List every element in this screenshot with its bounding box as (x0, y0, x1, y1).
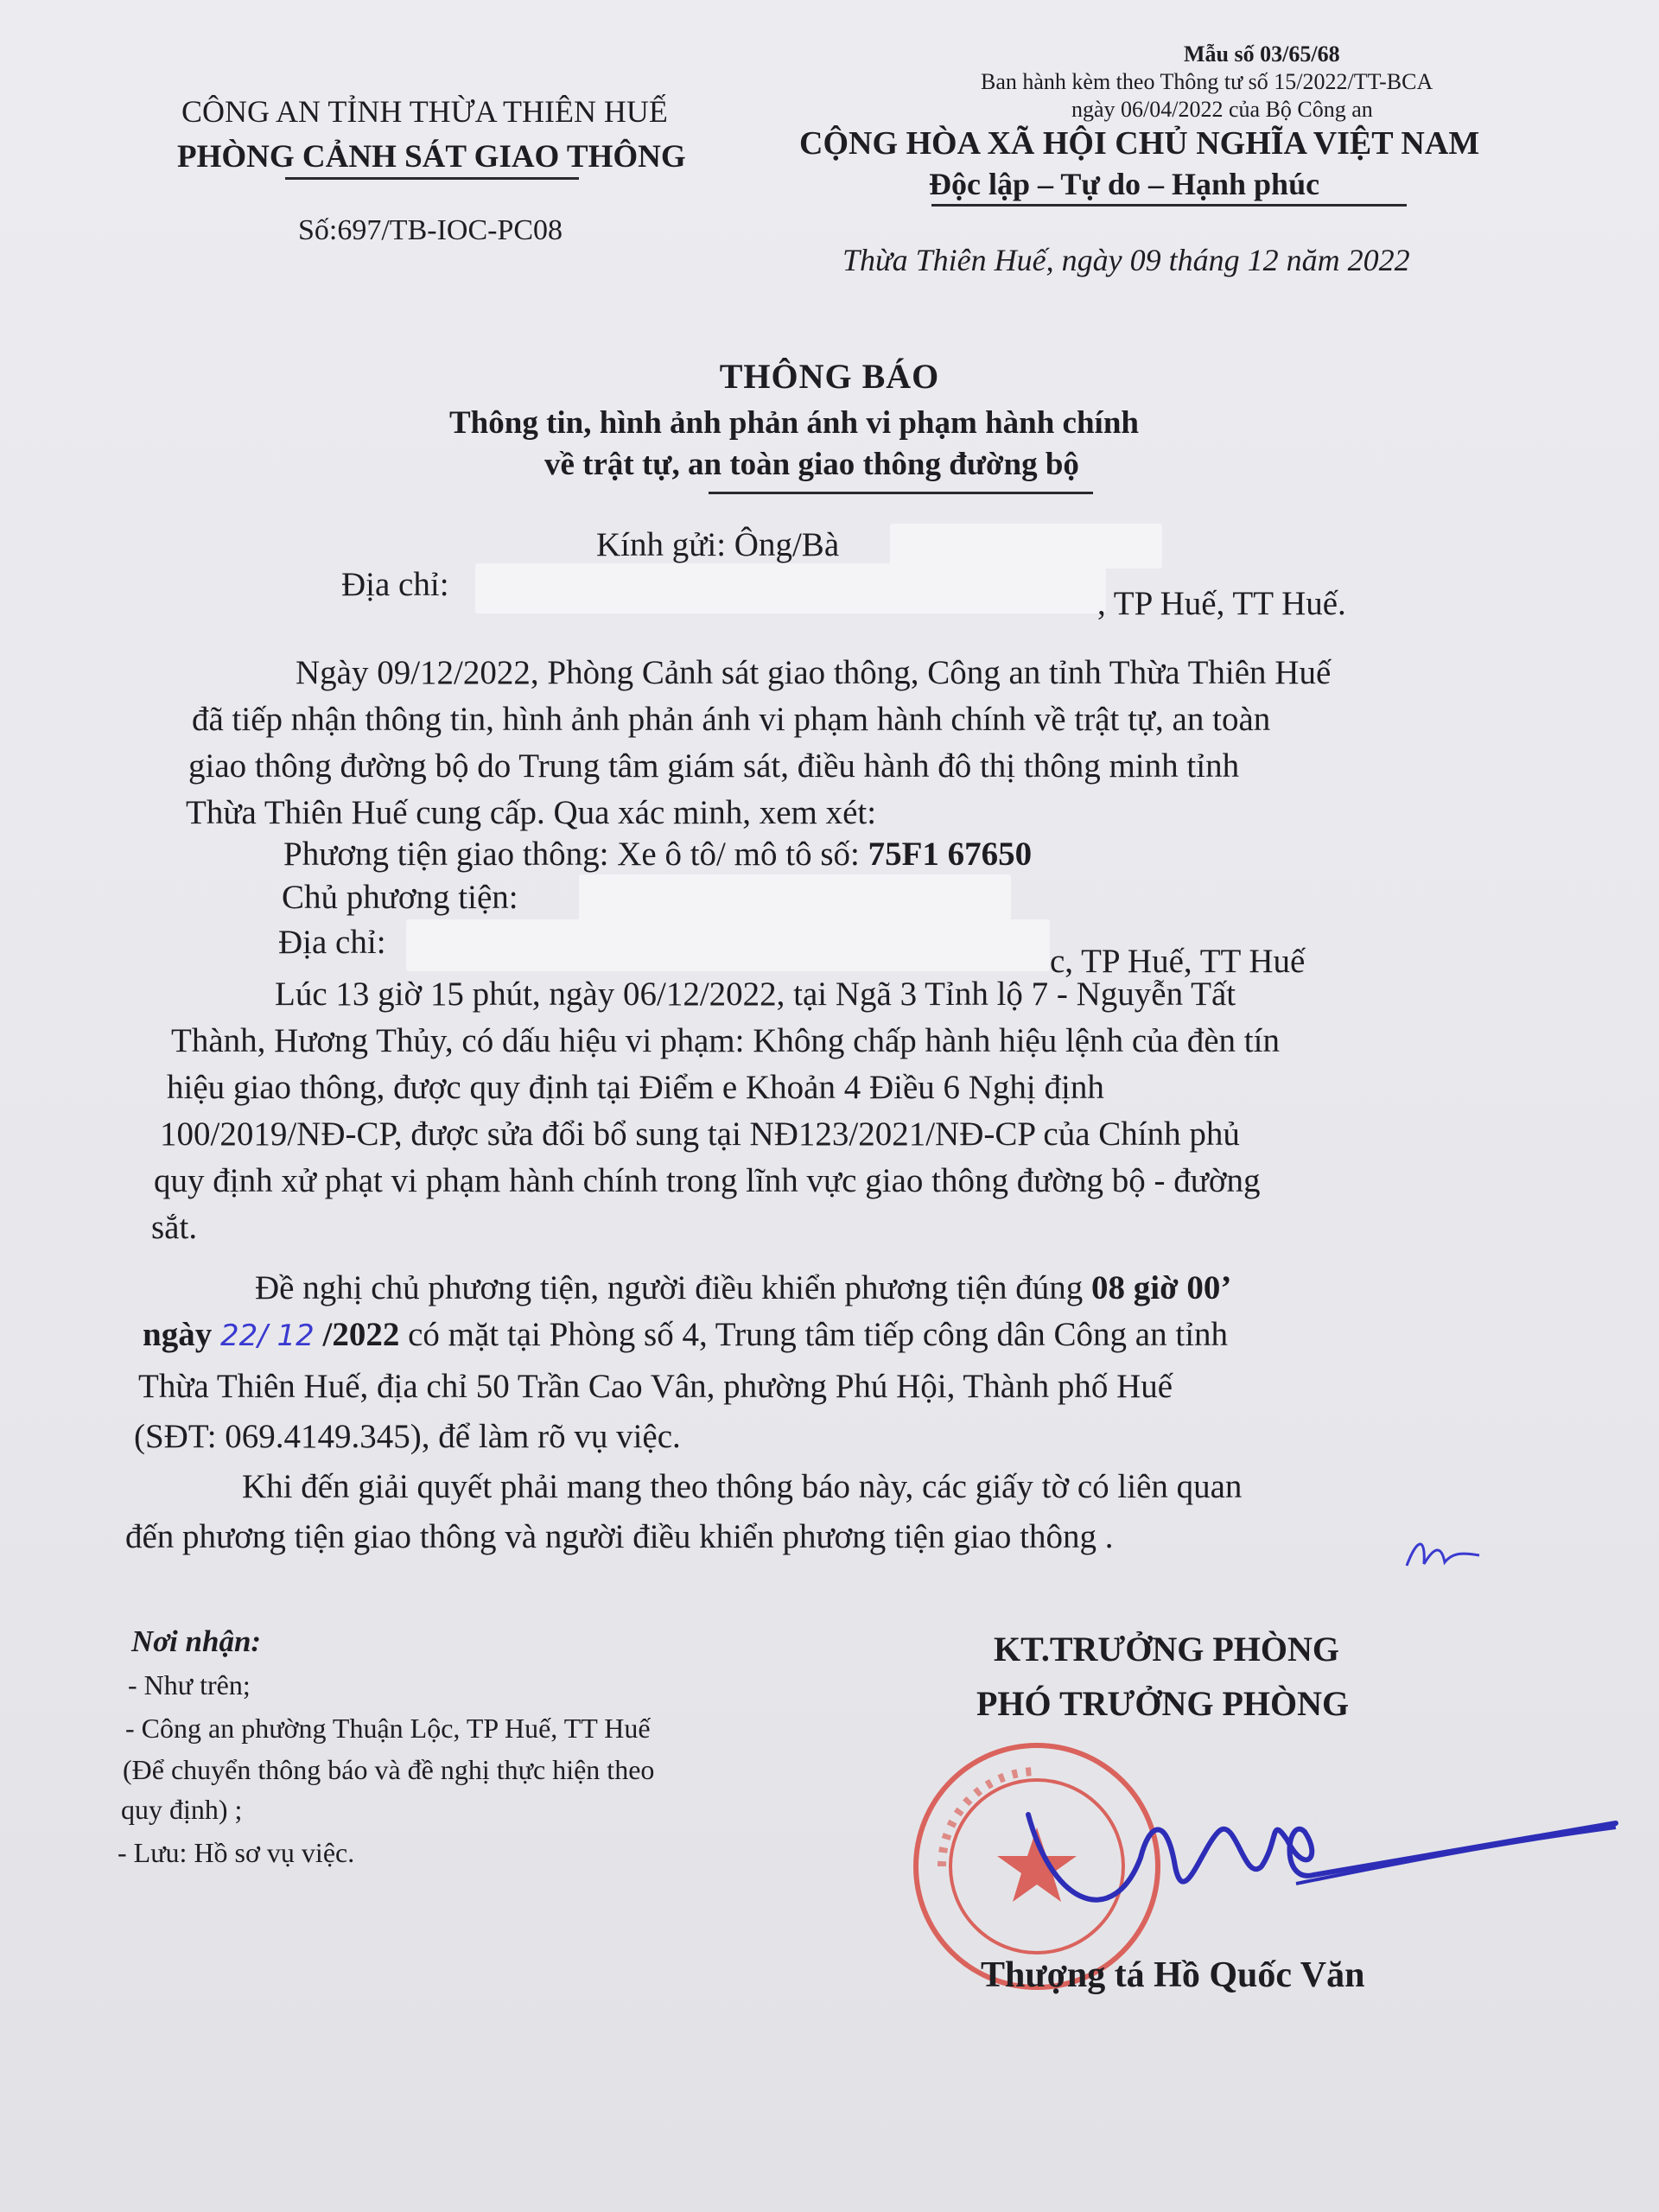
recipient-item-2: - Công an phường Thuận Lộc, TP Huế, TT Huế (125, 1713, 651, 1744)
notice-subtitle-line2: về trật tự, an toàn giao thông đường bộ (544, 447, 1079, 482)
para2-line4: 100/2019/NĐ-CP, được sửa đổi bổ sung tại NĐ123/2021/NĐ-CP của Chính phủ (160, 1116, 1240, 1153)
para3-line4: (SĐT: 069.4149.345), để làm rõ vụ việc. (134, 1418, 681, 1455)
appointment-time: 08 giờ 00’ (1091, 1269, 1232, 1306)
para2-line6: sắt. (151, 1209, 198, 1246)
recipient-address-label: Địa chỉ: (341, 566, 449, 603)
para3-line1 (255, 1268, 1231, 1307)
handwritten-date: 22/ 12 (219, 1319, 315, 1353)
subtitle-underline (709, 492, 1093, 494)
motto-underline (931, 204, 1407, 207)
recipient-item-1: - Như trên; (128, 1669, 251, 1700)
department-underline (285, 177, 579, 180)
notice-subtitle-line1: Thông tin, hình ảnh phản ánh vi phạm hành chính (449, 405, 1139, 441)
vehicle-label: Phương tiện giao thông: Xe ô tô/ mô tô số: (283, 836, 860, 873)
form-issued-by: Ban hành kèm theo Thông tư số 15/2022/TT-BCA (981, 69, 1433, 94)
document-number: Số:697/TB-IOC-PC08 (298, 214, 563, 246)
signer-name: Thượng tá Hồ Quốc Văn (981, 1955, 1365, 1995)
place-date: Thừa Thiên Huế, ngày 09 tháng 12 năm 2022 (842, 243, 1410, 277)
signature-title-1: KT.TRƯỞNG PHÒNG (994, 1630, 1339, 1669)
redacted-recipient-name (890, 524, 1162, 569)
handwritten-initial-mark (1400, 1529, 1486, 1581)
form-number: Mẫu số 03/65/68 (1184, 41, 1340, 67)
para3-line1-text: Đề nghị chủ phương tiện, người điều khiển phương tiện đúng (255, 1269, 1091, 1306)
handwritten-signature (1020, 1763, 1624, 1936)
para4-line1: Khi đến giải quyết phải mang theo thông báo này, các giấy tờ có liên quan (242, 1468, 1243, 1505)
redacted-owner-name (579, 874, 1011, 923)
appointment-year: /2022 (314, 1316, 400, 1353)
para3-line2 (143, 1315, 1228, 1354)
owner-address-label: Địa chỉ: (278, 924, 386, 961)
owner-label: Chủ phương tiện: (282, 879, 518, 916)
redacted-recipient-address (475, 563, 1106, 613)
national-motto: Độc lập – Tự do – Hạnh phúc (929, 167, 1320, 201)
recipient-item-4: quy định) ; (121, 1794, 243, 1825)
recipient-item-5: - Lưu: Hồ sơ vụ việc. (118, 1837, 355, 1868)
recipient-address-tail: , TP Huế, TT Huế. (1097, 585, 1346, 622)
para1-line4: Thừa Thiên Huế cung cấp. Qua xác minh, xem xét: (186, 794, 877, 831)
nation-title: CỘNG HÒA XÃ HỘI CHỦ NGHĨA VIỆT NAM (799, 125, 1480, 162)
redacted-owner-address (406, 919, 1050, 971)
para2-line1: Lúc 13 giờ 15 phút, ngày 06/12/2022, tại Ngã 3 Tỉnh lộ 7 - Nguyễn Tất (275, 976, 1236, 1013)
vehicle-line (283, 835, 1032, 874)
para1-line2: đã tiếp nhận thông tin, hình ảnh phản ánh vi phạm hành chính về trật tự, an toàn (192, 701, 1271, 738)
department-name: PHÒNG CẢNH SÁT GIAO THÔNG (177, 139, 686, 175)
appointment-day-label: ngày (143, 1316, 220, 1353)
para4-line2: đến phương tiện giao thông và người điều khiển phương tiện giao thông . (125, 1518, 1114, 1555)
recipient-item-3: (Để chuyển thông báo và đề nghị thực hiện theo (123, 1754, 655, 1785)
signature-title-2: PHÓ TRƯỞNG PHÒNG (976, 1684, 1350, 1723)
para3-line3: Thừa Thiên Huế, địa chỉ 50 Trần Cao Vân, phường Phú Hội, Thành phố Huế (138, 1368, 1173, 1405)
appointment-place: có mặt tại Phòng số 4, Trung tâm tiếp công dân Công an tỉnh (399, 1316, 1229, 1353)
recipients-heading: Nơi nhận: (131, 1624, 262, 1658)
recipient-salutation: Kính gửi: Ông/Bà (596, 526, 840, 563)
para2-line2: Thành, Hương Thủy, có dấu hiệu vi phạm: Không chấp hành hiệu lệnh của đèn tín (171, 1022, 1280, 1059)
form-issued-date: ngày 06/04/2022 của Bộ Công an (1071, 97, 1373, 122)
license-plate: 75F1 67650 (868, 836, 1033, 873)
para2-line3: hiệu giao thông, được quy định tại Điểm e Khoản 4 Điều 6 Nghị định (167, 1069, 1104, 1106)
notice-title: THÔNG BÁO (719, 357, 940, 396)
para1-line3: giao thông đường bộ do Trung tâm giám sát, điều hành đô thị thông minh tỉnh (188, 747, 1240, 785)
agency-name: CÔNG AN TỈNH THỪA THIÊN HUẾ (181, 94, 668, 129)
para2-line5: quy định xử phạt vi phạm hành chính trong lĩnh vực giao thông đường bộ - đường (154, 1162, 1261, 1199)
owner-address-tail: c, TP Huế, TT Huế (1050, 943, 1306, 980)
para1-line1: Ngày 09/12/2022, Phòng Cảnh sát giao thông, Công an tỉnh Thừa Thiên Huế (296, 654, 1332, 691)
